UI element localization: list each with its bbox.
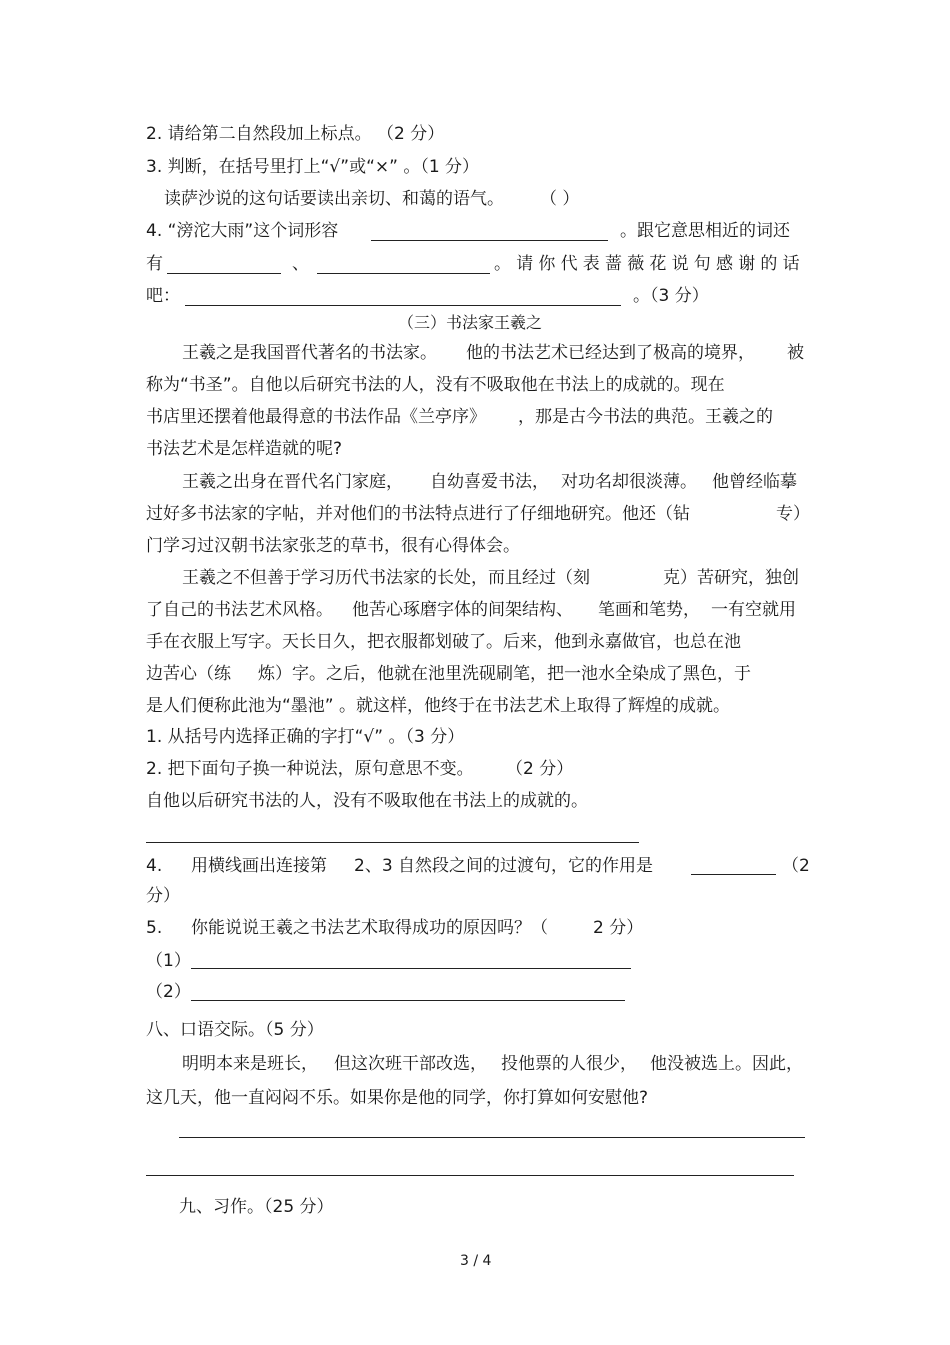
passage-p3-line4a: 边苦心（练: [146, 664, 231, 684]
question-4-text: 4. “滂沱大雨”这个词形容: [146, 221, 339, 241]
question-3-judge: 3. 判断，在括号里打上“√”或“×” 。（1 分）: [146, 157, 480, 177]
question-4-score: 。（3 分）: [633, 286, 709, 306]
question-3-statement: 读萨沙说的这句话要读出亲切、和蔼的语气。: [164, 189, 504, 209]
passage-p1-line1a: 王羲之是我国晋代著名的书法家。: [182, 343, 437, 363]
passage-p1-line1c: 被: [787, 343, 804, 363]
passage-question-5-score: 2 分）: [593, 918, 644, 938]
passage-question-4-text-b: 2、3 自然段之间的过渡句，它的作用是: [354, 856, 654, 876]
passage-p1-line3b: ，那是古今书法的典范。王羲之的: [518, 407, 773, 427]
answer-line-reason-2[interactable]: [191, 1000, 625, 1001]
question-2-punctuation: 2. 请给第二自然段加上标点。 （2 分）: [146, 124, 445, 144]
question-4-text-similar: 。跟它意思相近的词还: [620, 221, 790, 241]
passage-p3-line2d: 一有空就用: [711, 600, 796, 620]
section-eight-line2: 这几天，他一直闷闷不乐。如果你是他的同学，你打算如何安慰他?: [146, 1088, 649, 1108]
passage-p3-line2b: 他苦心琢磨字体的间架结构、: [352, 600, 573, 620]
question-3-answer-parens[interactable]: （ ）: [540, 189, 580, 209]
passage-p2-line1b: 自幼喜爱书法，: [430, 472, 549, 492]
section-eight-line1d: 他没被选上。因此，: [650, 1054, 803, 1074]
answer-blank-similar-word-1[interactable]: [167, 273, 281, 274]
passage-p1-line4: 书法艺术是怎样造就的呢?: [146, 439, 343, 459]
passage-question-2-sentence: 自他以后研究书法的人，没有不吸取他在书法上的成就的。: [146, 791, 588, 811]
section-eight-line1c: 投他票的人很少，: [501, 1054, 637, 1074]
passage-title: （三）书法家王羲之: [398, 313, 543, 332]
passage-question-5-text: 你能说说王羲之书法艺术取得成功的原因吗？（: [191, 918, 548, 938]
answer-blank-function[interactable]: [691, 874, 776, 875]
passage-p2-line1c: 对功名却很淡薄。: [561, 472, 697, 492]
answer-2-label: （2）: [146, 982, 191, 1002]
section-eight-heading: 八、口语交际。（5 分）: [146, 1020, 324, 1040]
passage-p3-line4b: 炼）字。之后，他就在池里洗砚刷笔，把一池水全染成了黑色，于: [258, 664, 751, 684]
passage-p3-line5: 是人们便称此池为“墨池” 。就这样，他终于在书法艺术上取得了辉煌的成就。: [146, 696, 731, 716]
passage-p3-line1b: 克）苦研究，独创: [663, 568, 799, 588]
passage-p1-line1b: 他的书法艺术已经达到了极高的境界，: [466, 343, 755, 363]
answer-line-comfort-2[interactable]: [146, 1175, 794, 1176]
section-eight-line1b: 但这次班干部改选，: [334, 1054, 487, 1074]
passage-question-4-text-a: 用横线画出连接第: [191, 856, 327, 876]
passage-p3-line1a: 王羲之不但善于学习历代书法家的长处，而且经过（刻: [182, 568, 590, 588]
passage-p3-line3: 手在衣服上写字。天长日久，把衣服都划破了。后来，他到永嘉做官，也总在池: [146, 632, 741, 652]
answer-blank-thanks[interactable]: [185, 305, 621, 306]
passage-question-4-num: 4.: [146, 856, 163, 876]
answer-line-comfort-1[interactable]: [179, 1137, 805, 1138]
question-4-thanks-prompt: 。请你代表蔷薇花说句感谢的话: [494, 254, 805, 274]
passage-question-4-score-b: 分）: [146, 886, 180, 906]
passage-question-2-score: （2 分）: [506, 759, 574, 779]
question-4-ba: 吧：: [146, 286, 180, 306]
question-4-separator: 、: [292, 254, 309, 274]
answer-line-reason-1[interactable]: [191, 968, 631, 969]
section-eight-line1a: 明明本来是班长，: [182, 1054, 318, 1074]
passage-p3-line2a: 了自己的书法艺术风格。: [146, 600, 333, 620]
passage-p1-line2: 称为“书圣”。自他以后研究书法的人，没有不吸取他在书法上的成就的。现在: [146, 375, 725, 395]
passage-question-1: 1. 从括号内选择正确的字打“√” 。（3 分）: [146, 727, 465, 747]
passage-p2-line1d: 他曾经临摹: [712, 472, 797, 492]
answer-line-rephrase[interactable]: [146, 842, 639, 843]
passage-question-2: 2. 把下面句子换一种说法，原句意思不变。: [146, 759, 474, 779]
answer-blank-similar-word-2[interactable]: [317, 273, 490, 274]
passage-question-5-num: 5.: [146, 918, 163, 938]
question-4-you: 有: [146, 254, 163, 274]
passage-p2-line2a: 过好多书法家的字帖，并对他们的书法特点进行了仔细地研究。他还（钻: [146, 504, 690, 524]
answer-1-label: （1）: [146, 951, 191, 971]
question-4-line1: [146, 220, 338, 242]
page-number: 3 / 4: [460, 1253, 492, 1269]
passage-p2-line1a: 王羲之出身在晋代名门家庭，: [182, 472, 403, 492]
passage-p2-line2b: 专）: [776, 504, 810, 524]
passage-p1-line3a: 书店里还摆着他最得意的书法作品《兰亭序》: [146, 407, 486, 427]
passage-p3-line2c: 笔画和笔势，: [598, 600, 700, 620]
passage-p2-line3: 门学习过汉朝书法家张芝的草书，很有心得体会。: [146, 536, 520, 556]
section-nine-heading: 九、习作。（25 分）: [179, 1197, 334, 1217]
answer-blank-describes[interactable]: [371, 240, 608, 241]
passage-question-4-score-a: （2: [782, 856, 810, 876]
